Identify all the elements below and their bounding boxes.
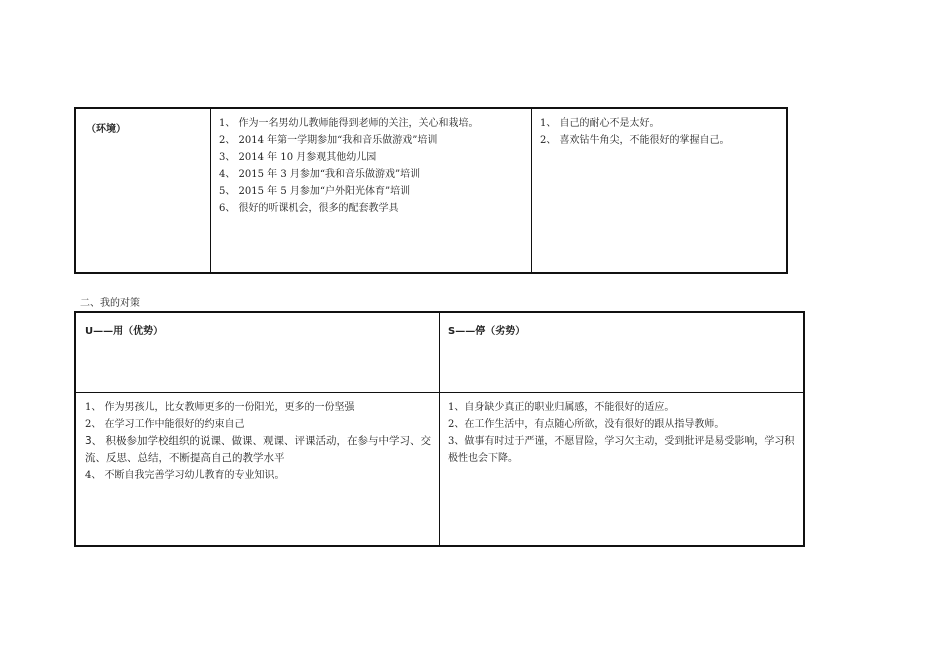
environment-header-cell xyxy=(76,109,211,272)
opportunity-item: 2、 2014 年第一学期参加“我和音乐做游戏”培训 xyxy=(219,135,438,146)
weaknesses-list xyxy=(440,393,803,545)
strengths-list xyxy=(76,393,440,545)
opportunity-item: 6、 很好的听课机会，很多的配套教学具 xyxy=(219,203,399,214)
opportunities-cell xyxy=(211,109,532,272)
weakness-item: 2、在工作生活中，有点随心所欲，没有很好的跟从指导教师。 xyxy=(448,419,725,430)
section-title: 二、我的对策 xyxy=(80,298,140,309)
threat-item: 1、 自己的耐心不是太好。 xyxy=(540,118,660,129)
weaknesses-header: S——停（劣势） xyxy=(448,326,526,337)
strength-item: 1、 作为男孩儿，比女教师更多的一份阳光，更多的一份坚强 xyxy=(85,402,355,413)
strengths-header-cell xyxy=(76,313,440,392)
strategy-body-row xyxy=(76,393,803,545)
weaknesses-header-cell xyxy=(440,313,803,392)
strength-item: 3、 积极参加学校组织的说课、做课、观课、评课活动，在参与中学习、交流、反思、总结，不断提高自己的教学水平 xyxy=(85,435,432,464)
weakness-item: 1、自身缺少真正的职业归属感，不能很好的适应。 xyxy=(448,402,675,413)
strength-item: 4、 不断自我完善学习幼儿教育的专业知识。 xyxy=(85,470,285,481)
environment-header: （环境） xyxy=(86,124,126,135)
opportunity-item: 3、 2014 年 10 月参观其他幼儿园 xyxy=(219,152,377,163)
threats-cell xyxy=(532,109,786,272)
opportunity-item: 4、 2015 年 3 月参加“我和音乐做游戏”培训 xyxy=(219,169,421,180)
opportunity-item: 1、 作为一名男幼儿教师能得到老师的关注，关心和栽培。 xyxy=(219,118,479,129)
threat-item: 2、 喜欢钻牛角尖，不能很好的掌握自己。 xyxy=(540,135,730,146)
strategy-header-row xyxy=(76,313,803,393)
opportunity-item: 5、 2015 年 5 月参加“户外阳光体育”培训 xyxy=(219,186,411,197)
weakness-item: 3、做事有时过于严谨，不愿冒险，学习欠主动，受到批评是易受影响，学习积极性也会下降。 xyxy=(448,436,795,464)
strength-item: 2、 在学习工作中能很好的约束自己 xyxy=(85,419,245,430)
environment-table xyxy=(74,107,788,274)
strategy-table xyxy=(74,311,805,547)
strengths-header: U——用（优势） xyxy=(85,326,164,337)
